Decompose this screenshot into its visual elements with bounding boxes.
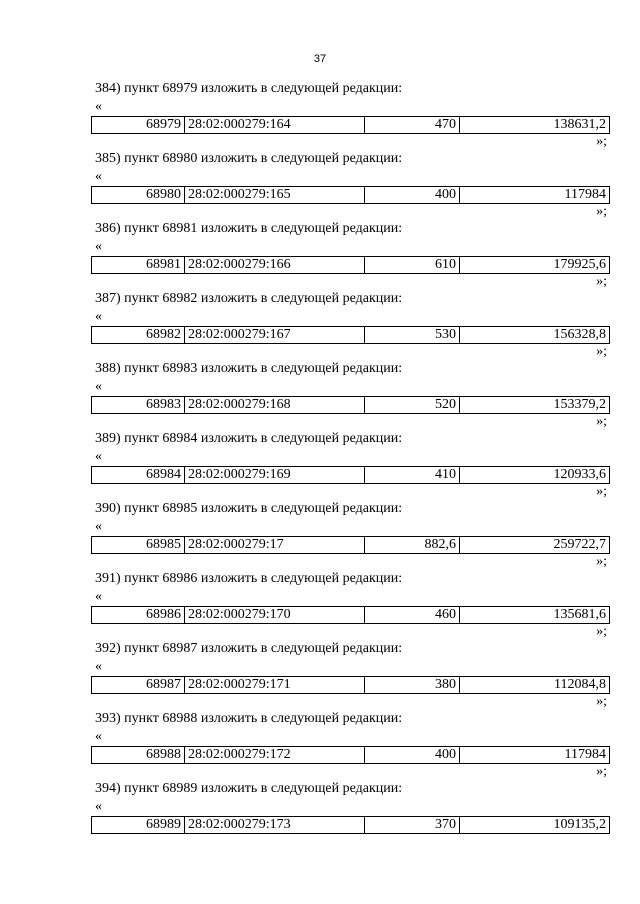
- area-cell: 530: [365, 327, 460, 343]
- closing-quote: »;: [596, 274, 607, 289]
- area-cell: 370: [365, 817, 460, 833]
- closing-quote: »;: [596, 204, 607, 219]
- table-row: [91, 116, 610, 134]
- table-row: [91, 326, 610, 344]
- value-cell: 117984: [564, 747, 606, 762]
- amendment-heading: 392) пункт 68987 изложить в следующей редакции:: [95, 641, 403, 656]
- item-number-cell: 68982: [92, 327, 185, 343]
- closing-quote: »;: [596, 484, 607, 499]
- amendment-heading: 393) пункт 68988 изложить в следующей редакции:: [95, 711, 403, 726]
- value-cell: 120933,6: [553, 467, 606, 482]
- amendment-heading: 394) пункт 68989 изложить в следующей редакции:: [95, 781, 403, 796]
- cadastral-number-cell: 28:02:000279:172: [185, 747, 365, 763]
- table-row: [91, 256, 610, 274]
- opening-quote: «: [95, 239, 102, 254]
- item-number-cell: 68983: [92, 397, 185, 413]
- item-number-cell: 68985: [92, 537, 185, 553]
- area-cell: 380: [365, 677, 460, 693]
- opening-quote: «: [95, 169, 102, 184]
- closing-quote: »;: [596, 134, 607, 149]
- opening-quote: «: [95, 659, 102, 674]
- table-row: [91, 396, 610, 414]
- value-cell: 153379,2: [553, 397, 606, 412]
- closing-quote: »;: [596, 764, 607, 779]
- item-number-cell: 68987: [92, 677, 185, 693]
- value-cell: 109135,2: [553, 817, 606, 832]
- value-cell: 117984: [564, 187, 606, 202]
- value-cell: 135681,6: [553, 607, 606, 622]
- page-number: 37: [313, 53, 327, 65]
- item-number-cell: 68979: [92, 117, 185, 133]
- closing-quote: »;: [596, 344, 607, 359]
- amendment-item: [91, 149, 610, 219]
- amendment-heading: 390) пункт 68985 изложить в следующей редакции:: [95, 501, 403, 516]
- area-cell: 882,6: [365, 537, 460, 553]
- table-row: [91, 816, 610, 834]
- value-cell: 112084,8: [554, 677, 606, 692]
- amendment-heading: 388) пункт 68983 изложить в следующей редакции:: [95, 361, 403, 376]
- table-row: [91, 676, 610, 694]
- amendment-heading: 385) пункт 68980 изложить в следующей редакции:: [95, 151, 403, 166]
- value-cell: 259722,7: [553, 537, 606, 552]
- opening-quote: «: [95, 519, 102, 534]
- amendment-item: [91, 709, 610, 779]
- area-cell: 610: [365, 257, 460, 273]
- amendment-item: [91, 639, 610, 709]
- cadastral-number-cell: 28:02:000279:166: [185, 257, 365, 273]
- closing-quote: »;: [596, 694, 607, 709]
- amendment-item: [91, 429, 610, 499]
- cadastral-number-cell: 28:02:000279:173: [185, 817, 365, 833]
- opening-quote: «: [95, 99, 102, 114]
- amendment-item: [91, 219, 610, 289]
- amendment-heading: 387) пункт 68982 изложить в следующей редакции:: [95, 291, 403, 306]
- amendment-heading: 386) пункт 68981 изложить в следующей редакции:: [95, 221, 403, 236]
- cadastral-number-cell: 28:02:000279:167: [185, 327, 365, 343]
- opening-quote: «: [95, 799, 102, 814]
- area-cell: 410: [365, 467, 460, 483]
- amendment-item: [91, 289, 610, 359]
- amendment-list: [91, 79, 610, 849]
- opening-quote: «: [95, 379, 102, 394]
- item-number-cell: 68981: [92, 257, 185, 273]
- area-cell: 520: [365, 397, 460, 413]
- cadastral-number-cell: 28:02:000279:168: [185, 397, 365, 413]
- opening-quote: «: [95, 589, 102, 604]
- opening-quote: «: [95, 309, 102, 324]
- cadastral-number-cell: 28:02:000279:169: [185, 467, 365, 483]
- closing-quote: »;: [596, 624, 607, 639]
- table-row: [91, 746, 610, 764]
- amendment-item: [91, 499, 610, 569]
- area-cell: 470: [365, 117, 460, 133]
- amendment-heading: 391) пункт 68986 изложить в следующей редакции:: [95, 571, 403, 586]
- area-cell: 400: [365, 747, 460, 763]
- amendment-heading: 384) пункт 68979 изложить в следующей редакции:: [95, 81, 403, 96]
- cadastral-number-cell: 28:02:000279:164: [185, 117, 365, 133]
- cadastral-number-cell: 28:02:000279:170: [185, 607, 365, 623]
- value-cell: 138631,2: [553, 117, 606, 132]
- opening-quote: «: [95, 449, 102, 464]
- cadastral-number-cell: 28:02:000279:171: [185, 677, 365, 693]
- amendment-item: [91, 359, 610, 429]
- table-row: [91, 466, 610, 484]
- cadastral-number-cell: 28:02:000279:17: [185, 537, 365, 553]
- area-cell: 460: [365, 607, 460, 623]
- amendment-item: [91, 79, 610, 149]
- closing-quote: »;: [596, 554, 607, 569]
- table-row: [91, 606, 610, 624]
- item-number-cell: 68986: [92, 607, 185, 623]
- item-number-cell: 68988: [92, 747, 185, 763]
- closing-quote: »;: [596, 414, 607, 429]
- item-number-cell: 68984: [92, 467, 185, 483]
- cadastral-number-cell: 28:02:000279:165: [185, 187, 365, 203]
- item-number-cell: 68989: [92, 817, 185, 833]
- amendment-item: [91, 569, 610, 639]
- amendment-heading: 389) пункт 68984 изложить в следующей редакции:: [95, 431, 403, 446]
- area-cell: 400: [365, 187, 460, 203]
- opening-quote: «: [95, 729, 102, 744]
- item-number-cell: 68980: [92, 187, 185, 203]
- table-row: [91, 186, 610, 204]
- amendment-item: [91, 779, 610, 849]
- value-cell: 179925,6: [553, 257, 606, 272]
- table-row: [91, 536, 610, 554]
- value-cell: 156328,8: [553, 327, 606, 342]
